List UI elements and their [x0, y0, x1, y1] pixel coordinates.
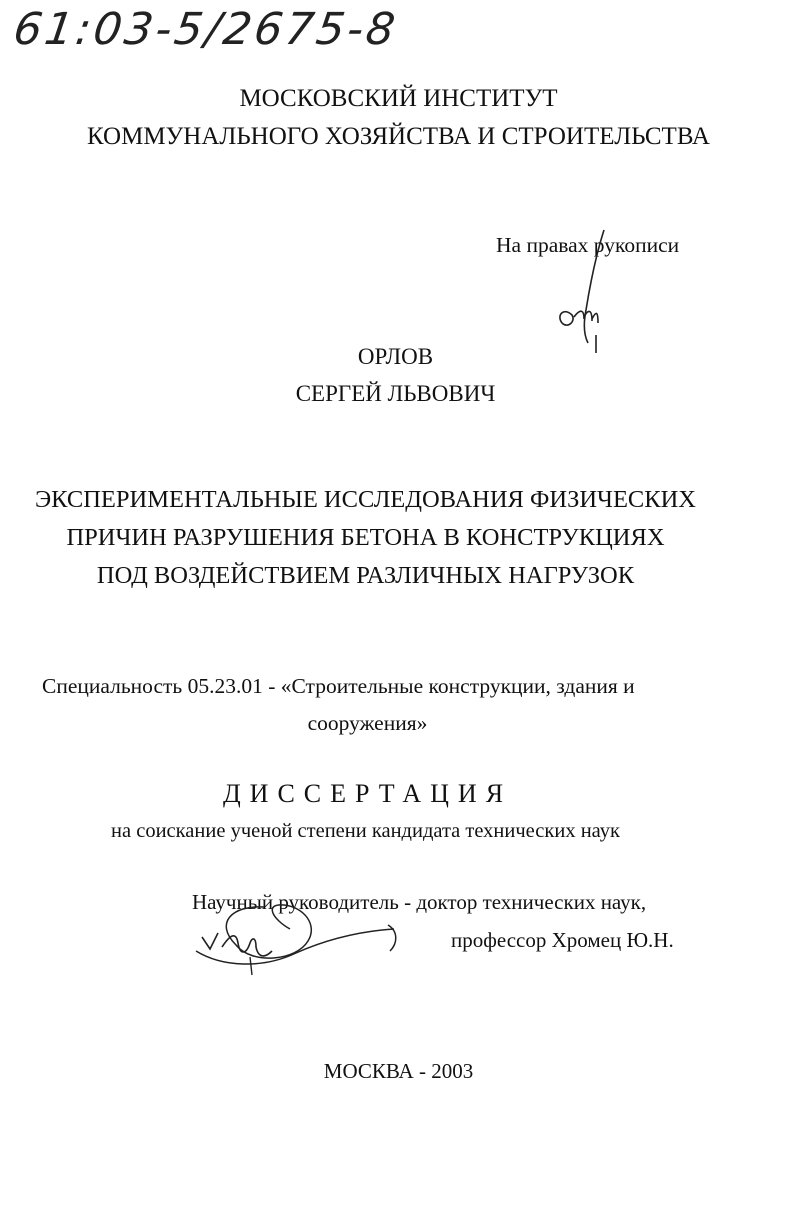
supervisor-signature	[192, 885, 407, 985]
document-type: ДИССЕРТАЦИЯ	[222, 779, 513, 808]
archive-number: 61:03-5/2675-8	[10, 4, 401, 55]
institution-line-1: МОСКОВСКИЙ ИНСТИТУТ	[239, 85, 558, 112]
author-given-names: СЕРГЕЙ ЛЬВОВИЧ	[295, 381, 496, 406]
city-year: МОСКВА - 2003	[323, 1059, 474, 1083]
title-line-1: ЭКСПЕРИМЕНТАЛЬНЫЕ ИССЛЕДОВАНИЯ ФИЗИЧЕСКИХ	[34, 486, 696, 513]
degree: на соискание ученой степени кандидата технических наук	[111, 820, 620, 842]
author-surname: ОРЛОВ	[357, 344, 434, 369]
specialty-line-2: сооружения»	[307, 711, 428, 735]
supervisor-line-1: Научный руководитель - доктор технических наук,	[192, 890, 647, 914]
title-line-3: ПОД ВОЗДЕЙСТВИЕМ РАЗЛИЧНЫХ НАГРУЗОК	[96, 562, 635, 589]
supervisor-line-2: профессор Хромец Ю.Н.	[451, 928, 674, 952]
author-signature	[550, 225, 620, 360]
institution-line-2: КОММУНАЛЬНОГО ХОЗЯЙСТВА И СТРОИТЕЛЬСТВА	[87, 123, 710, 150]
manuscript-rights: На правах рукописи	[496, 233, 680, 257]
title-line-2: ПРИЧИН РАЗРУШЕНИЯ БЕТОНА В КОНСТРУКЦИЯХ	[66, 524, 665, 551]
specialty-line-1: Специальность 05.23.01 - «Строительные конструкции, здания и	[42, 674, 635, 698]
